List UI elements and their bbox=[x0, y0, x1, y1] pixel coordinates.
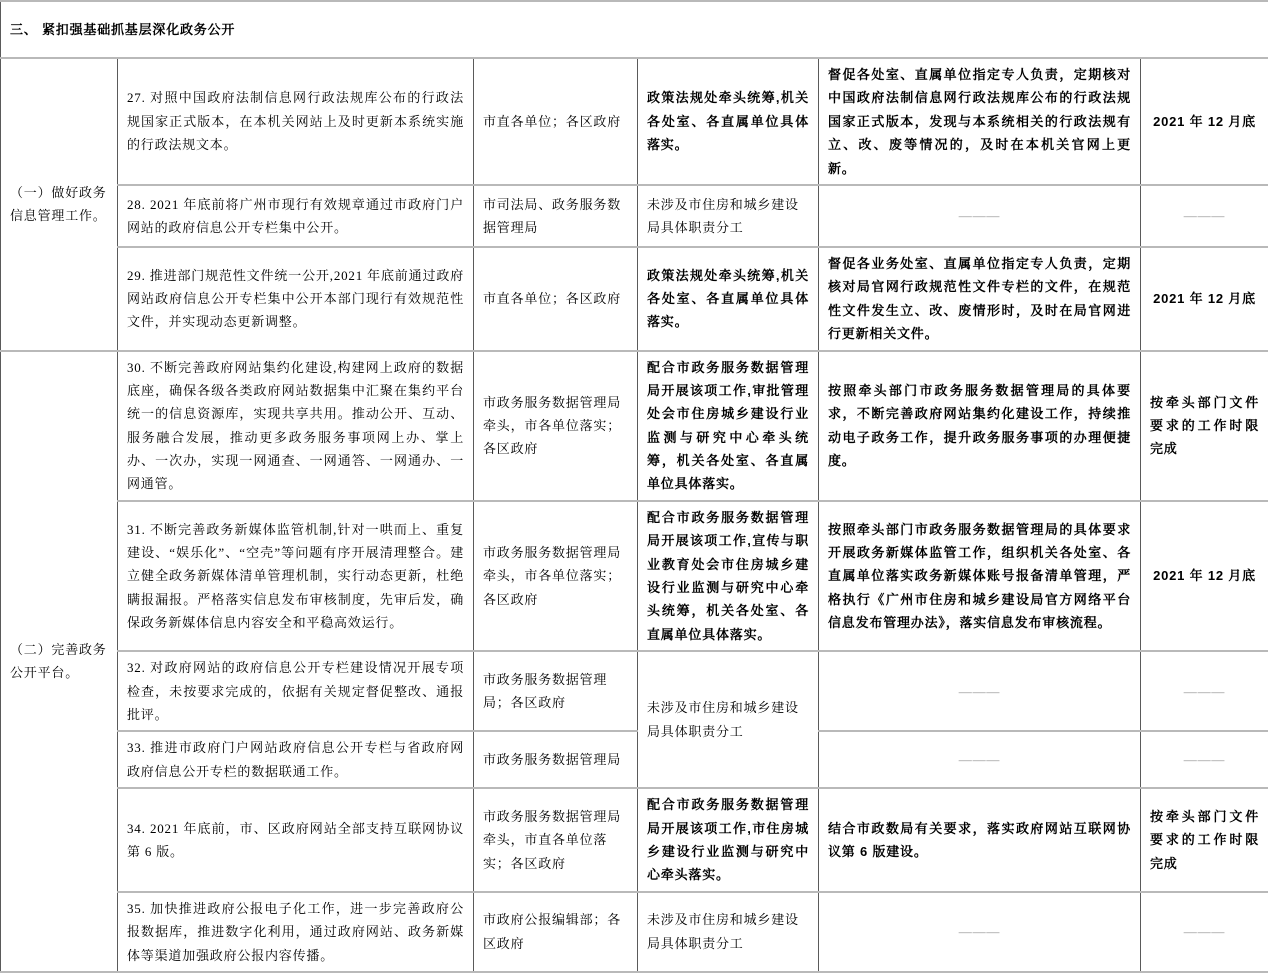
task-cell: 35. 加快推进政府公报电子化工作，进一步完善政府公报数据库，推进数字化利用，通过政府网站、政务新媒体等渠道加强政府公报内容传播。 bbox=[118, 892, 474, 972]
responsible-cell: 市政务服务数据管理局牵头，市各单位落实；各区政府 bbox=[474, 501, 638, 651]
task-cell: 28. 2021 年底前将广州市现行有效规章通过市政府门户网站的政府信息公开专栏集中公开。 bbox=[118, 185, 474, 247]
task-cell: 32. 对政府网站的政府信息公开专栏建设情况开展专项检查，未按要求完成的，依据有关规定督促整改、通报批评。 bbox=[118, 651, 474, 731]
deadline-cell: 按牵头部门文件要求的工作时限完成 bbox=[1141, 788, 1268, 892]
supervision-cell-empty: ——— bbox=[819, 651, 1141, 731]
table-row-31 bbox=[1, 501, 1268, 651]
supervision-cell-empty: ——— bbox=[819, 185, 1141, 247]
category-cell-open-platform: （二）完善政务公开平台。 bbox=[1, 351, 118, 972]
table-row-35 bbox=[1, 892, 1268, 972]
deadline-cell-empty: ——— bbox=[1141, 651, 1268, 731]
supervision-cell: 结合市政数局有关要求，落实政府网站互联网协议第 6 版建设。 bbox=[819, 788, 1141, 892]
task-cell: 34. 2021 年底前，市、区政府网站全部支持互联网协议第 6 版。 bbox=[118, 788, 474, 892]
division-cell: 配合市政务服务数据管理局开展该项工作,宣传与职业教育处会市住房城乡建设行业监测与研究中心牵头统筹，机关各处室、各直属单位具体落实。 bbox=[638, 501, 819, 651]
supervision-cell-empty: ——— bbox=[819, 892, 1141, 972]
division-cell: 配合市政务服务数据管理局开展该项工作,市住房城乡建设行业监测与研究中心牵头落实。 bbox=[638, 788, 819, 892]
table-row-27 bbox=[1, 58, 1268, 185]
task-cell: 27. 对照中国政府法制信息网行政法规库公布的行政法规国家正式版本，在本机关网站上及时更新本系统实施的行政法规文本。 bbox=[118, 58, 474, 185]
table-row-34 bbox=[1, 788, 1268, 892]
section-title-row bbox=[1, 1, 1268, 58]
responsible-cell: 市政务服务数据管理局；各区政府 bbox=[474, 651, 638, 731]
deadline-cell-empty: ——— bbox=[1141, 731, 1268, 788]
deadline-cell: 按牵头部门文件要求的工作时限完成 bbox=[1141, 351, 1268, 501]
supervision-cell: 督促各处室、直属单位指定专人负责，定期核对中国政府法制信息网行政法规库公布的行政法规国家正式版本，发现与本系统相关的行政法规有立、改、废等情况的，及时在本机关官网上更新。 bbox=[819, 58, 1141, 185]
deadline-cell: 2021 年 12 月底 bbox=[1141, 58, 1268, 185]
supervision-cell: 按照牵头部门市政务服务数据管理局的具体要求，不断完善政府网站集约化建设工作，持续推动电子政务工作，提升政务服务事项的办理便捷度。 bbox=[819, 351, 1141, 501]
responsible-cell: 市政务服务数据管理局牵头，市各单位落实；各区政府 bbox=[474, 351, 638, 501]
task-cell: 29. 推进部门规范性文件统一公开,2021 年底前通过政府网站政府信息公开专栏集中公开本部门现行有效规范性文件，并实现动态更新调整。 bbox=[118, 247, 474, 351]
supervision-cell: 按照牵头部门市政务服务数据管理局的具体要求开展政务新媒体监管工作，组织机关各处室、各直属单位落实政务新媒体账号报备清单管理，严格执行《广州市住房和城乡建设局官方网络平台信息发布管理办法》，落实信息发布审核流程。 bbox=[819, 501, 1141, 651]
table-row-33 bbox=[1, 731, 1268, 788]
deadline-cell: 2021 年 12 月底 bbox=[1141, 247, 1268, 351]
responsible-cell: 市政务服务数据管理局牵头，市直各单位落实；各区政府 bbox=[474, 788, 638, 892]
division-cell: 未涉及市住房和城乡建设局具体职责分工 bbox=[638, 892, 819, 972]
deadline-cell-empty: ——— bbox=[1141, 892, 1268, 972]
division-cell: 配合市政务服务数据管理局开展该项工作,审批管理处会市住房城乡建设行业监测与研究中心牵头统筹，机关各处室、各直属单位具体落实。 bbox=[638, 351, 819, 501]
responsible-cell: 市直各单位；各区政府 bbox=[474, 247, 638, 351]
table-row-32 bbox=[1, 651, 1268, 731]
responsible-cell: 市政府公报编辑部；各区政府 bbox=[474, 892, 638, 972]
task-cell: 30. 不断完善政府网站集约化建设,构建网上政府的数据底座，确保各级各类政府网站数据集中汇聚在集约平台统一的信息资源库，实现共享共用。推动公开、互动、服务融合发展，推动更多政务服务事项网上办、掌上办、一次办，实现一网通查、一网通答、一网通办、一网通管。 bbox=[118, 351, 474, 501]
division-cell-merged: 未涉及市住房和城乡建设局具体职责分工 bbox=[638, 651, 819, 788]
division-cell: 政策法规处牵头统筹,机关各处室、各直属单位具体落实。 bbox=[638, 247, 819, 351]
supervision-cell-empty: ——— bbox=[819, 731, 1141, 788]
division-cell: 未涉及市住房和城乡建设局具体职责分工 bbox=[638, 185, 819, 247]
responsible-cell: 市司法局、政务服务数据管理局 bbox=[474, 185, 638, 247]
task-cell: 33. 推进市政府门户网站政府信息公开专栏与省政府网政府信息公开专栏的数据联通工作。 bbox=[118, 731, 474, 788]
responsible-cell: 市直各单位；各区政府 bbox=[474, 58, 638, 185]
table-row-28 bbox=[1, 185, 1268, 247]
task-cell: 31. 不断完善政务新媒体监管机制,针对一哄而上、重复建设、“娱乐化”、“空壳”等问题有序开展清理整合。建立健全政务新媒体清单管理机制，实行动态更新，杜绝瞒报漏报。严格落实信息发布审核制度，先审后发，确保政务新媒体信息内容安全和平稳高效运行。 bbox=[118, 501, 474, 651]
responsible-cell: 市政务服务数据管理局 bbox=[474, 731, 638, 788]
section-title: 三、 紧扣强基础抓基层深化政务公开 bbox=[1, 1, 1268, 58]
deadline-cell: 2021 年 12 月底 bbox=[1141, 501, 1268, 651]
category-cell-info-management: （一）做好政务信息管理工作。 bbox=[1, 58, 118, 351]
supervision-cell: 督促各业务处室、直属单位指定专人负责，定期核对局官网行政规范性文件专栏的文件，在规范性文件发生立、改、废情形时，及时在局官网进行更新相关文件。 bbox=[819, 247, 1141, 351]
deadline-cell-empty: ——— bbox=[1141, 185, 1268, 247]
table-row-30 bbox=[1, 351, 1268, 501]
division-cell: 政策法规处牵头统筹,机关各处室、各直属单位具体落实。 bbox=[638, 58, 819, 185]
table-row-29 bbox=[1, 247, 1268, 351]
